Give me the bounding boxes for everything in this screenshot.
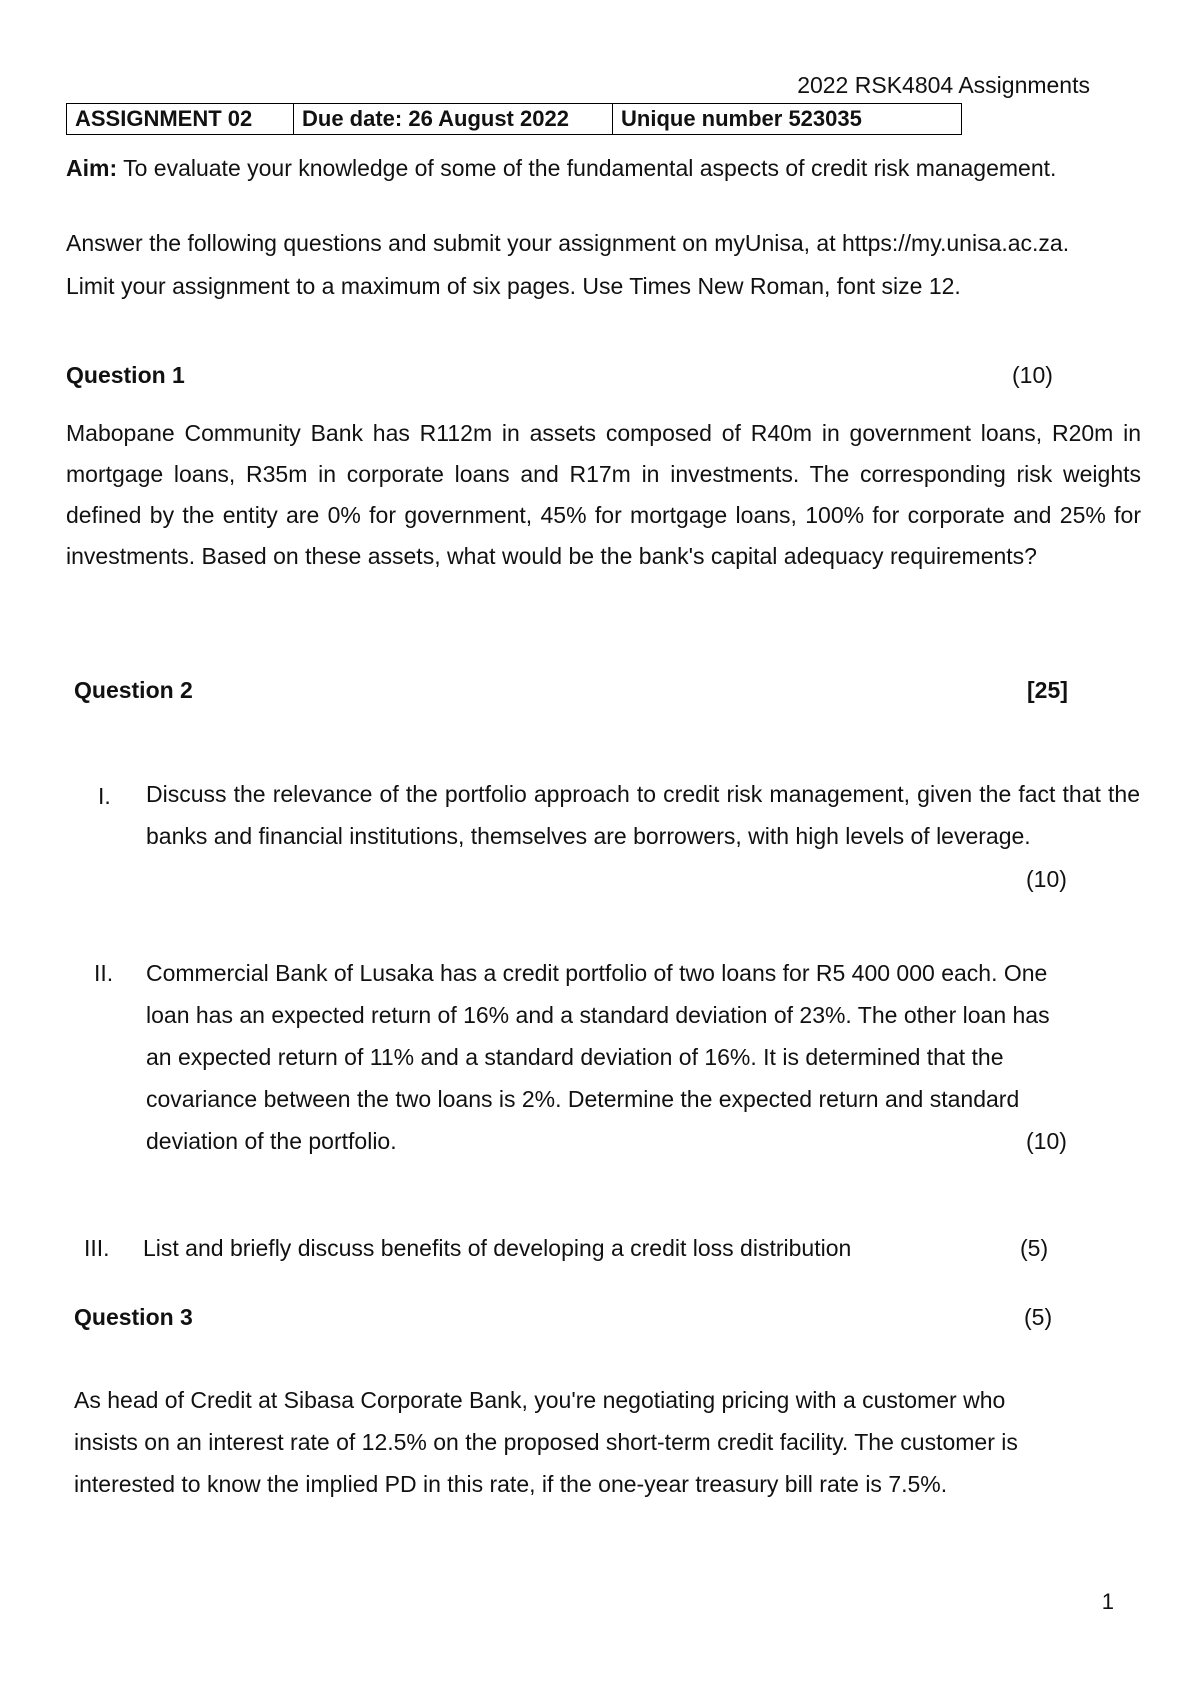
item-3-marks: (5) xyxy=(1020,1235,1049,1261)
item-1-text xyxy=(146,773,1140,857)
question-3-marks: (5) xyxy=(1024,1304,1053,1330)
question-3-line-3: interested to know the implied PD in this rate, if the one-year treasury bill rate is 7.5%. xyxy=(74,1471,948,1497)
aim-statement xyxy=(66,155,1056,182)
item-3-text: List and briefly discuss benefits of developing a credit loss distribution xyxy=(143,1235,852,1261)
question-3-line-2: insists on an interest rate of 12.5% on the proposed short-term credit facility. The customer is xyxy=(74,1429,1018,1455)
item-2-line-2: loan has an expected return of 16% and a standard deviation of 23%. The other loan has xyxy=(146,1002,1050,1028)
document-header: 2022 RSK4804 Assignments xyxy=(797,72,1090,98)
question-3-line-1: As head of Credit at Sibasa Corporate Bank, you're negotiating pricing with a customer who xyxy=(74,1387,1006,1413)
item-1-body: Discuss the relevance of the portfolio approach to credit risk management, given the fact that the banks and financial institutions, themselves are borrowers, with high levels of leverage. xyxy=(146,781,1140,849)
question-2-marks: [25] xyxy=(1027,677,1068,703)
question-1-marks: (10) xyxy=(1012,362,1053,388)
item-2-line-5: deviation of the portfolio. xyxy=(146,1128,397,1154)
question-1-text: Mabopane Community Bank has R112m in assets composed of R40m in government loans, R20m in mortgage loans, R35m in corporate loans and R17m in investments. The corresponding risk weights defined by the entity are 0% for government, 45% for mortgage loans, 100% for corporate and 25% for investments. Based on these assets, what would be the bank's capital adequacy requirements? xyxy=(66,420,1141,569)
page-number: 1 xyxy=(1101,1589,1114,1614)
item-2-numeral: II. xyxy=(94,960,114,986)
question-1-title: Question 1 xyxy=(66,362,185,388)
aim-text: To evaluate your knowledge of some of the fundamental aspects of credit risk management. xyxy=(117,155,1057,181)
assignment-number-cell: ASSIGNMENT 02 xyxy=(67,104,294,135)
question-3-title: Question 3 xyxy=(74,1304,193,1330)
assignment-info-table xyxy=(66,103,962,135)
question-2-title: Question 2 xyxy=(74,677,193,703)
due-date-cell: Due date: 26 August 2022 xyxy=(294,104,613,135)
instructions-line-1: Answer the following questions and submit your assignment on myUnisa, at https://my.unisa.ac.za. xyxy=(66,230,1070,256)
unique-number-cell: Unique number 523035 xyxy=(613,104,962,135)
instructions-line-2: Limit your assignment to a maximum of six pages. Use Times New Roman, font size 12. xyxy=(66,273,961,299)
item-2-line-4: covariance between the two loans is 2%. Determine the expected return and standard xyxy=(146,1086,1020,1112)
item-2-line-3: an expected return of 11% and a standard deviation of 16%. It is determined that the xyxy=(146,1044,1004,1070)
item-1-marks: (10) xyxy=(1026,866,1067,892)
item-1-numeral: I. xyxy=(98,783,111,809)
item-2-line-1: Commercial Bank of Lusaka has a credit portfolio of two loans for R5 400 000 each. One xyxy=(146,960,1048,986)
item-3-numeral: III. xyxy=(84,1235,110,1261)
aim-label: Aim: xyxy=(66,155,118,181)
item-2-marks: (10) xyxy=(1026,1128,1067,1154)
